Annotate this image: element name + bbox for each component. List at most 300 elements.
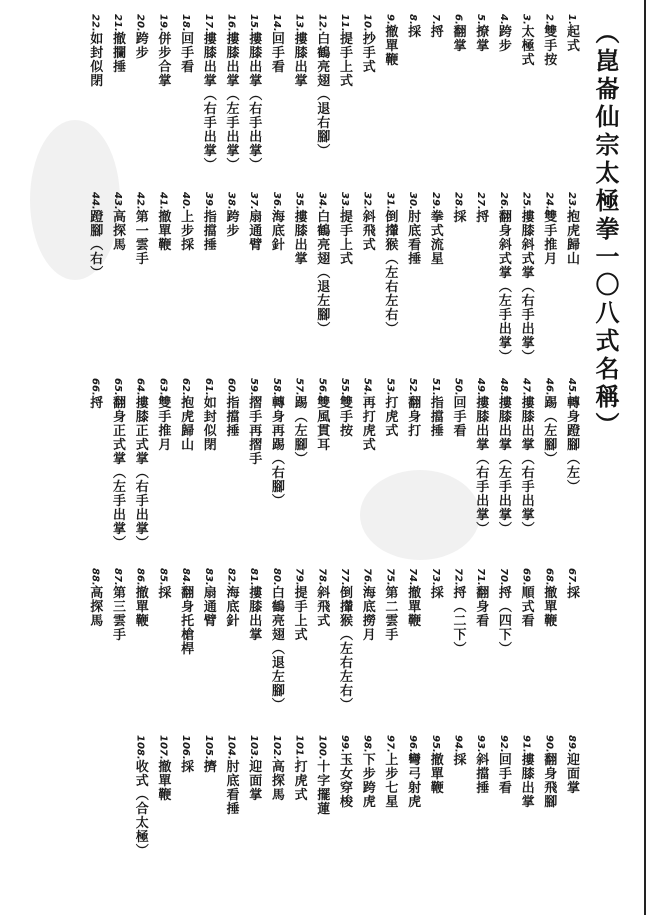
form-name: 扇通臂 <box>200 585 216 628</box>
form-number: 32. <box>361 192 373 210</box>
form-entry <box>247 735 260 802</box>
form-name: 拳式流星 <box>427 209 443 266</box>
form-name: 摟膝出掌 <box>246 585 262 642</box>
form-name: 撩掌 <box>473 24 489 53</box>
form-name: 提手上式 <box>337 209 352 266</box>
form-name: 跨步 <box>132 31 148 60</box>
form-number: 6. <box>452 14 464 25</box>
form-entry <box>429 568 442 600</box>
form-entry <box>361 568 374 642</box>
form-entry <box>565 568 578 600</box>
form-number: 5. <box>475 14 487 25</box>
form-name: 上步七星 <box>382 752 398 809</box>
form-entry <box>383 568 396 642</box>
form-name: 起式 <box>564 24 579 53</box>
form-number: 81. <box>248 568 260 586</box>
form-entry <box>383 192 396 336</box>
form-number: 95. <box>429 735 441 753</box>
form-name: 扇通臂 <box>246 209 262 252</box>
form-name: 雙手按 <box>337 395 352 438</box>
form-entry <box>520 14 533 67</box>
form-number: 28. <box>452 192 464 210</box>
form-name: 摟膝出掌 <box>291 209 307 266</box>
form-name: 打虎式 <box>291 759 307 802</box>
form-entry <box>134 568 147 628</box>
form-entry <box>520 192 533 364</box>
form-number: 17. <box>202 14 214 32</box>
form-entry <box>542 735 555 809</box>
form-entry <box>270 378 283 508</box>
form-entry <box>542 192 555 266</box>
form-name: 白鶴亮翅（退左腳） <box>268 585 284 712</box>
form-name: 翻身打 <box>405 395 421 438</box>
form-number: 24. <box>543 192 555 210</box>
form-number: 2. <box>543 14 555 25</box>
form-entry <box>338 568 351 712</box>
form-number: 7. <box>429 14 441 25</box>
form-number: 82. <box>225 568 237 586</box>
form-number: 27. <box>475 192 487 210</box>
form-name: 倒攆猴（左右左右） <box>382 209 398 336</box>
form-entry <box>452 378 465 438</box>
form-name: 回手看 <box>495 752 511 795</box>
form-name: 採 <box>178 759 194 774</box>
form-entry <box>225 14 238 172</box>
form-name: 倒攆猴（左右左右） <box>337 585 352 712</box>
form-entry <box>497 14 510 53</box>
form-name: 太極式 <box>518 24 534 67</box>
form-entry <box>225 192 238 238</box>
form-name: 摟膝出掌（左手出掌） <box>495 395 511 536</box>
form-name: 下步跨虎 <box>359 752 375 809</box>
form-name: 雙手推月 <box>541 209 557 266</box>
form-number: 60. <box>225 378 237 396</box>
form-entry <box>542 378 555 466</box>
form-name: 提手上式 <box>291 585 307 642</box>
form-name: 撤單鞭 <box>405 585 421 628</box>
form-number: 26. <box>497 192 509 210</box>
form-number: 52. <box>407 378 419 396</box>
form-name: 白鶴亮翅（退左腳） <box>314 209 330 336</box>
form-entry <box>452 14 465 53</box>
form-name: 捋（二下） <box>450 585 466 656</box>
form-number: 93. <box>475 735 487 753</box>
form-entry <box>111 14 124 74</box>
form-entry <box>202 735 215 774</box>
form-number: 54. <box>361 378 373 396</box>
form-number: 8. <box>407 14 419 25</box>
form-name: 翻掌 <box>450 24 466 53</box>
form-number: 99. <box>339 735 350 753</box>
form-name: 玉女穿梭 <box>337 752 352 809</box>
form-number: 1. <box>566 14 577 25</box>
form-number: 41. <box>157 192 169 210</box>
form-number: 70. <box>497 568 509 586</box>
form-name: 捋 <box>473 209 489 224</box>
form-number: 96. <box>407 735 419 753</box>
form-number: 107. <box>157 735 169 760</box>
form-number: 67. <box>566 568 577 586</box>
form-number: 73. <box>429 568 441 586</box>
form-number: 45. <box>566 378 577 396</box>
form-name: 捋 <box>427 24 443 39</box>
form-number: 44. <box>89 192 101 210</box>
form-number: 56. <box>316 378 328 396</box>
form-number: 88. <box>89 568 101 586</box>
form-number: 97. <box>384 735 396 753</box>
form-entry <box>293 14 306 88</box>
form-number: 63. <box>157 378 169 396</box>
form-entry <box>156 192 169 252</box>
form-name: 採 <box>427 585 443 600</box>
form-number: 61. <box>202 378 214 396</box>
form-number: 85. <box>157 568 169 586</box>
form-number: 16. <box>225 14 237 32</box>
form-entry <box>497 378 510 536</box>
form-entry <box>338 192 351 266</box>
form-entry <box>111 568 124 642</box>
form-entry <box>497 568 510 656</box>
form-number: 102. <box>270 735 282 760</box>
form-entry <box>202 14 215 172</box>
form-number: 79. <box>293 568 305 586</box>
form-number: 25. <box>520 192 532 210</box>
form-name: 第二雲手 <box>382 585 398 642</box>
form-number: 103. <box>248 735 260 760</box>
form-entry <box>361 14 374 74</box>
form-number: 89. <box>566 735 577 753</box>
form-number: 74. <box>407 568 419 586</box>
form-name: 回手看 <box>178 31 194 74</box>
form-name: 踢（左腳） <box>291 395 307 466</box>
page-edge <box>644 0 646 915</box>
form-name: 雙風貫耳 <box>314 395 330 452</box>
form-name: 高探馬 <box>110 209 125 252</box>
form-number: 46. <box>543 378 555 396</box>
form-number: 77. <box>339 568 350 586</box>
form-name: 如封似閉 <box>87 31 103 88</box>
form-entry <box>179 192 192 252</box>
form-number: 20. <box>134 14 146 32</box>
form-number: 59. <box>248 378 260 396</box>
form-number: 106. <box>180 735 192 760</box>
form-number: 84. <box>180 568 192 586</box>
form-name: 海底針 <box>223 585 239 628</box>
form-number: 18. <box>180 14 192 32</box>
form-entry <box>88 568 101 628</box>
form-entry <box>474 568 487 628</box>
form-name: 摟膝出掌（右手出掌） <box>200 31 216 172</box>
form-number: 94. <box>452 735 464 753</box>
form-number: 43. <box>112 192 123 210</box>
form-entry <box>202 192 215 252</box>
form-name: 十字擺蓮 <box>314 759 330 816</box>
form-entry <box>474 378 487 536</box>
form-name: 回手看 <box>268 31 284 74</box>
form-name: 第一雲手 <box>132 209 148 266</box>
form-number: 101. <box>293 735 305 760</box>
form-name: 收式（合太極） <box>132 759 148 858</box>
form-name: 採 <box>405 24 421 39</box>
form-number: 15. <box>248 14 260 32</box>
form-entry <box>520 735 533 809</box>
form-entry <box>383 14 396 67</box>
form-number: 4. <box>497 14 509 25</box>
form-entry <box>429 378 442 438</box>
form-number: 34. <box>316 192 328 210</box>
form-entry <box>361 735 374 809</box>
form-name: 迎面掌 <box>246 759 262 802</box>
form-number: 68. <box>543 568 555 586</box>
form-entry <box>134 14 147 60</box>
form-name: 翻身飛腳 <box>541 752 557 809</box>
form-number: 64. <box>134 378 146 396</box>
form-entry <box>406 735 419 809</box>
form-name: 捋 <box>87 395 103 410</box>
form-number: 49. <box>475 378 487 396</box>
form-name: 再打虎式 <box>359 395 375 452</box>
form-name: 海底撈月 <box>359 585 375 642</box>
form-name: 跨步 <box>223 209 239 238</box>
form-number: 3. <box>520 14 532 25</box>
form-entry <box>338 378 351 438</box>
form-name: 抄手式 <box>359 31 375 74</box>
form-entry <box>225 568 238 628</box>
form-number: 90. <box>543 735 555 753</box>
form-number: 38. <box>225 192 237 210</box>
form-entry <box>565 14 578 53</box>
form-name: 順式看 <box>518 585 534 628</box>
form-entry <box>134 192 147 266</box>
form-number: 100. <box>316 735 328 760</box>
form-name: 指擋捶 <box>427 395 443 438</box>
form-entry <box>179 735 192 774</box>
scan-smudge <box>360 470 480 560</box>
form-name: 高探馬 <box>268 759 284 802</box>
form-entry <box>429 735 442 795</box>
form-name: 轉身再踢（右腳） <box>268 395 284 508</box>
form-number: 47. <box>520 378 532 396</box>
form-name: 斜飛式 <box>359 209 375 252</box>
form-entry <box>406 192 419 266</box>
document-title: （崑崙仙宗太極拳一〇八式名稱） <box>591 20 620 440</box>
form-name: 併步合掌 <box>155 31 171 88</box>
form-name: 摟膝出掌（右手出掌） <box>518 395 534 536</box>
form-number: 12. <box>316 14 328 32</box>
form-entry <box>565 192 578 266</box>
form-entry <box>225 378 238 438</box>
form-name: 彎弓射虎 <box>405 752 421 809</box>
form-entry <box>338 14 351 88</box>
form-number: 19. <box>157 14 169 32</box>
form-entry <box>520 568 533 628</box>
form-number: 62. <box>180 378 192 396</box>
form-name: 斜擋捶 <box>473 752 489 795</box>
form-number: 31. <box>384 192 396 210</box>
form-name: 回手看 <box>450 395 466 438</box>
form-entry <box>406 378 419 438</box>
form-number: 71. <box>475 568 487 586</box>
form-number: 21. <box>112 14 123 32</box>
form-number: 105. <box>202 735 214 760</box>
form-entry <box>406 568 419 628</box>
form-number: 98. <box>361 735 373 753</box>
form-number: 37. <box>248 192 260 210</box>
form-number: 58. <box>270 378 282 396</box>
form-name: 跨步 <box>495 24 511 53</box>
form-entry <box>225 735 238 816</box>
form-entry <box>179 14 192 74</box>
form-name: 撤單鞭 <box>155 209 171 252</box>
form-entry <box>202 568 215 628</box>
form-entry <box>315 14 328 158</box>
form-name: 撤單鞭 <box>155 759 171 802</box>
form-number: 92. <box>497 735 509 753</box>
form-number: 40. <box>180 192 192 210</box>
form-name: 摟膝出掌（右手出掌） <box>473 395 489 536</box>
form-entry <box>88 14 101 88</box>
form-number: 104. <box>225 735 237 760</box>
form-name: 採 <box>564 585 579 600</box>
scan-smudge <box>30 120 120 280</box>
form-entry <box>338 735 351 809</box>
form-number: 29. <box>429 192 441 210</box>
form-entry <box>315 192 328 336</box>
form-entry <box>452 568 465 656</box>
form-entry <box>111 378 124 550</box>
form-entry <box>134 378 147 550</box>
form-number: 72. <box>452 568 464 586</box>
form-number: 42. <box>134 192 146 210</box>
form-entry <box>497 735 510 795</box>
form-number: 9. <box>384 14 396 25</box>
form-number: 86. <box>134 568 146 586</box>
form-name: 如封似閉 <box>200 395 216 452</box>
form-name: 踢（左腳） <box>541 395 557 466</box>
form-name: 捋（四下） <box>495 585 511 656</box>
form-number: 51. <box>429 378 441 396</box>
form-number: 48. <box>497 378 509 396</box>
form-number: 75. <box>384 568 396 586</box>
form-entry <box>542 14 555 67</box>
form-entry <box>429 192 442 266</box>
form-entry <box>179 378 192 452</box>
form-name: 摟膝斜式掌（右手出掌） <box>518 209 534 364</box>
form-name: 迎面掌 <box>564 752 579 795</box>
form-name: 第三雲手 <box>110 585 125 642</box>
form-name: 翻身看 <box>473 585 489 628</box>
form-number: 55. <box>339 378 350 396</box>
form-number: 14. <box>270 14 282 32</box>
form-name: 摟膝正式掌（右手出掌） <box>132 395 148 550</box>
form-name: 撤攔捶 <box>110 31 125 74</box>
form-name: 採 <box>450 209 466 224</box>
form-entry <box>88 378 101 410</box>
form-entry <box>383 735 396 809</box>
form-entry <box>293 735 306 802</box>
form-number: 53. <box>384 378 396 396</box>
form-entry <box>315 735 328 816</box>
form-name: 翻身斜式掌（左手出掌） <box>495 209 511 364</box>
form-entry <box>270 14 283 74</box>
form-name: 撤單鞭 <box>132 585 148 628</box>
form-number: 10. <box>361 14 373 32</box>
form-name: 擠 <box>200 759 216 774</box>
form-number: 11. <box>339 14 350 32</box>
form-number: 80. <box>270 568 282 586</box>
form-number: 22. <box>89 14 101 32</box>
form-entry <box>315 378 328 452</box>
form-name: 摟膝出掌（左手出掌） <box>223 31 239 172</box>
form-entry <box>542 568 555 628</box>
form-entry <box>406 14 419 39</box>
form-name: 摟膝出掌（右手出掌） <box>246 31 262 172</box>
form-entry <box>452 192 465 224</box>
form-number: 83. <box>202 568 214 586</box>
form-entry <box>474 14 487 53</box>
form-name: 雙手按 <box>541 24 557 67</box>
form-entry <box>247 568 260 642</box>
form-name: 翻身托槍桿 <box>178 585 194 656</box>
form-name: 斜飛式 <box>314 585 330 628</box>
form-number: 78. <box>316 568 328 586</box>
form-name: 打虎式 <box>382 395 398 438</box>
form-entry <box>88 192 101 280</box>
form-entry <box>270 192 283 252</box>
form-name: 摺手再摺手 <box>246 395 262 466</box>
form-number: 65. <box>112 378 123 396</box>
form-number: 76. <box>361 568 373 586</box>
form-entry <box>156 735 169 802</box>
form-entry <box>361 378 374 452</box>
form-number: 36. <box>270 192 282 210</box>
form-name: 撤單鞭 <box>382 24 398 67</box>
form-number: 91. <box>520 735 532 753</box>
form-name: 提手上式 <box>337 31 352 88</box>
form-name: 肘底看捶 <box>405 209 421 266</box>
form-number: 87. <box>112 568 123 586</box>
form-name: 雙手推月 <box>155 395 171 452</box>
form-name: 高探馬 <box>87 585 103 628</box>
form-number: 66. <box>89 378 101 396</box>
form-entry <box>520 378 533 536</box>
form-entry <box>293 192 306 266</box>
form-number: 57. <box>293 378 305 396</box>
form-name: 撤單鞭 <box>427 752 443 795</box>
form-number: 39. <box>202 192 214 210</box>
form-name: 上步採 <box>178 209 194 252</box>
form-entry <box>179 568 192 656</box>
form-entry <box>270 735 283 802</box>
form-entry <box>429 14 442 39</box>
form-entry <box>452 735 465 767</box>
form-name: 轉身蹬腳（左） <box>564 395 579 494</box>
form-name: 摟膝出掌 <box>518 752 534 809</box>
form-entry <box>134 735 147 858</box>
form-name: 白鶴亮翅（退右腳） <box>314 31 330 158</box>
form-number: 35. <box>293 192 305 210</box>
form-entry <box>293 568 306 642</box>
form-number: 30. <box>407 192 419 210</box>
form-number: 108. <box>134 735 146 760</box>
form-name: 抱虎歸山 <box>178 395 194 452</box>
form-entry <box>565 735 578 795</box>
form-entry <box>315 568 328 628</box>
form-entry <box>247 192 260 252</box>
form-entry <box>270 568 283 712</box>
form-number: 13. <box>293 14 305 32</box>
form-name: 蹬腳（右） <box>87 209 103 280</box>
